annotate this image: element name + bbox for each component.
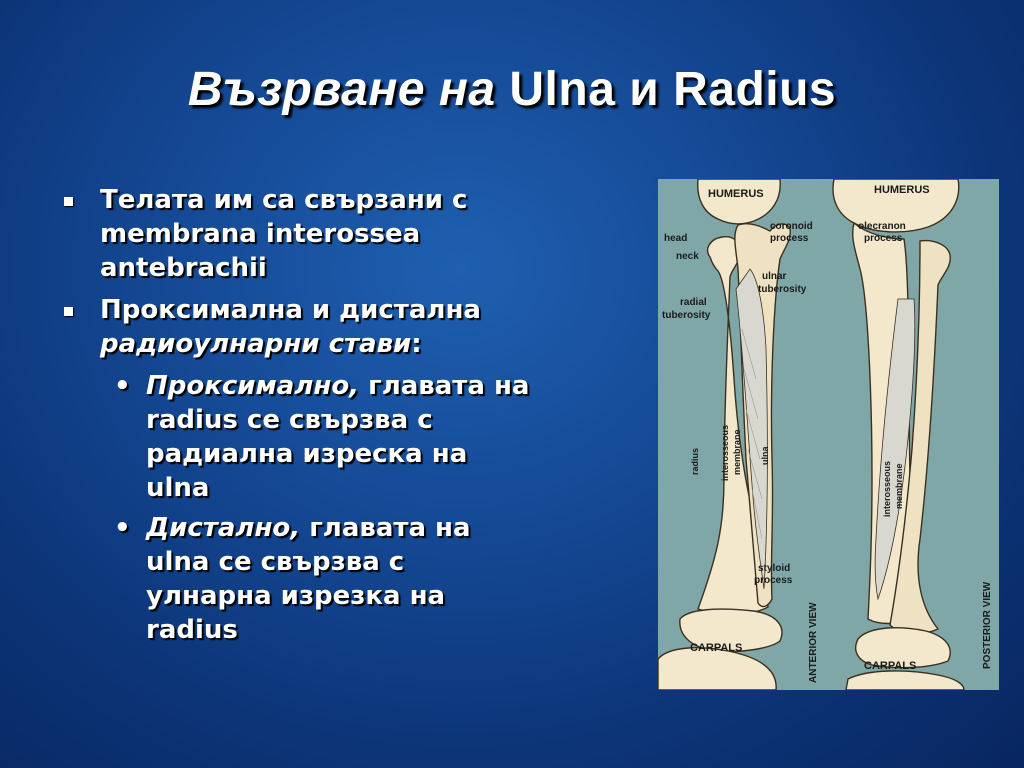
label-coronoid-2: process (770, 233, 809, 244)
label-radial-tub-1: radial (680, 297, 707, 308)
label-carpals-left: CARPALS (690, 642, 743, 654)
label-interosseous-left: interosseous (720, 424, 730, 481)
dot-bullet-icon: • (114, 371, 131, 401)
bullet-item (60, 183, 530, 285)
bullet-text-post: : (411, 329, 422, 359)
slide-title (0, 62, 1024, 117)
bullet-list (60, 183, 530, 653)
label-ulna: ulna (760, 446, 770, 465)
square-bullet-icon (64, 307, 73, 316)
bullet-text-italic: радиоулнарни стави (100, 329, 412, 359)
label-carpals-right: CARPALS (864, 660, 917, 672)
title-rest: Ulna и Radius (509, 63, 837, 116)
label-styloid-1: styloid (758, 563, 791, 574)
label-styloid-2: process (754, 575, 793, 586)
posterior-view-bones (833, 179, 964, 690)
sub-bullet-item (60, 511, 530, 647)
label-membrane-right: membrane (894, 463, 904, 509)
label-olecranon-2: process (864, 233, 903, 244)
sub-bullet-lead: Проксимално, (146, 371, 360, 401)
label-membrane-left: membrane (732, 429, 742, 475)
label-radius: radius (690, 447, 700, 475)
sub-bullet-lead: Дистално, (146, 513, 301, 543)
bullet-text-pre: Проксимална и дистална (100, 295, 481, 325)
sub-bullet-rest: главата на ulna се свързва с улнарна изрезка на radius (146, 513, 471, 645)
label-anterior-view: ANTERIOR VIEW (808, 602, 819, 683)
forearm-bones-illustration (658, 179, 999, 690)
sub-bullet-rest: главата на radius се свързва с радиална изреска на ulna (146, 371, 530, 503)
bullet-item (60, 293, 530, 361)
label-posterior-view: POSTERIOR VIEW (982, 581, 993, 669)
bullet-text: Телата им са свързани с membrana interossea antebrachii (100, 185, 468, 283)
label-olecranon-1: olecranon (858, 221, 906, 232)
bones-diagram (658, 179, 999, 690)
label-neck: neck (676, 251, 699, 262)
label-humerus-right: HUMERUS (874, 184, 930, 196)
label-head: head (664, 233, 688, 244)
label-coronoid-1: coronoid (770, 221, 813, 232)
label-radial-tub-2: tuberosity (662, 310, 711, 321)
dot-bullet-icon: • (114, 513, 131, 543)
label-humerus-left: HUMERUS (708, 188, 764, 200)
label-ulnar-tub-1: ulnar (762, 271, 787, 282)
carpals-anterior-lower (658, 648, 776, 690)
square-bullet-icon (64, 197, 73, 206)
label-interosseous-right: interosseous (882, 460, 892, 517)
sub-bullet-item (60, 369, 530, 505)
humerus-anterior (698, 179, 781, 224)
label-ulnar-tub-2: tuberosity (758, 284, 807, 295)
title-italic: Възрване на (187, 63, 496, 116)
carpals-posterior-lower (846, 671, 964, 690)
